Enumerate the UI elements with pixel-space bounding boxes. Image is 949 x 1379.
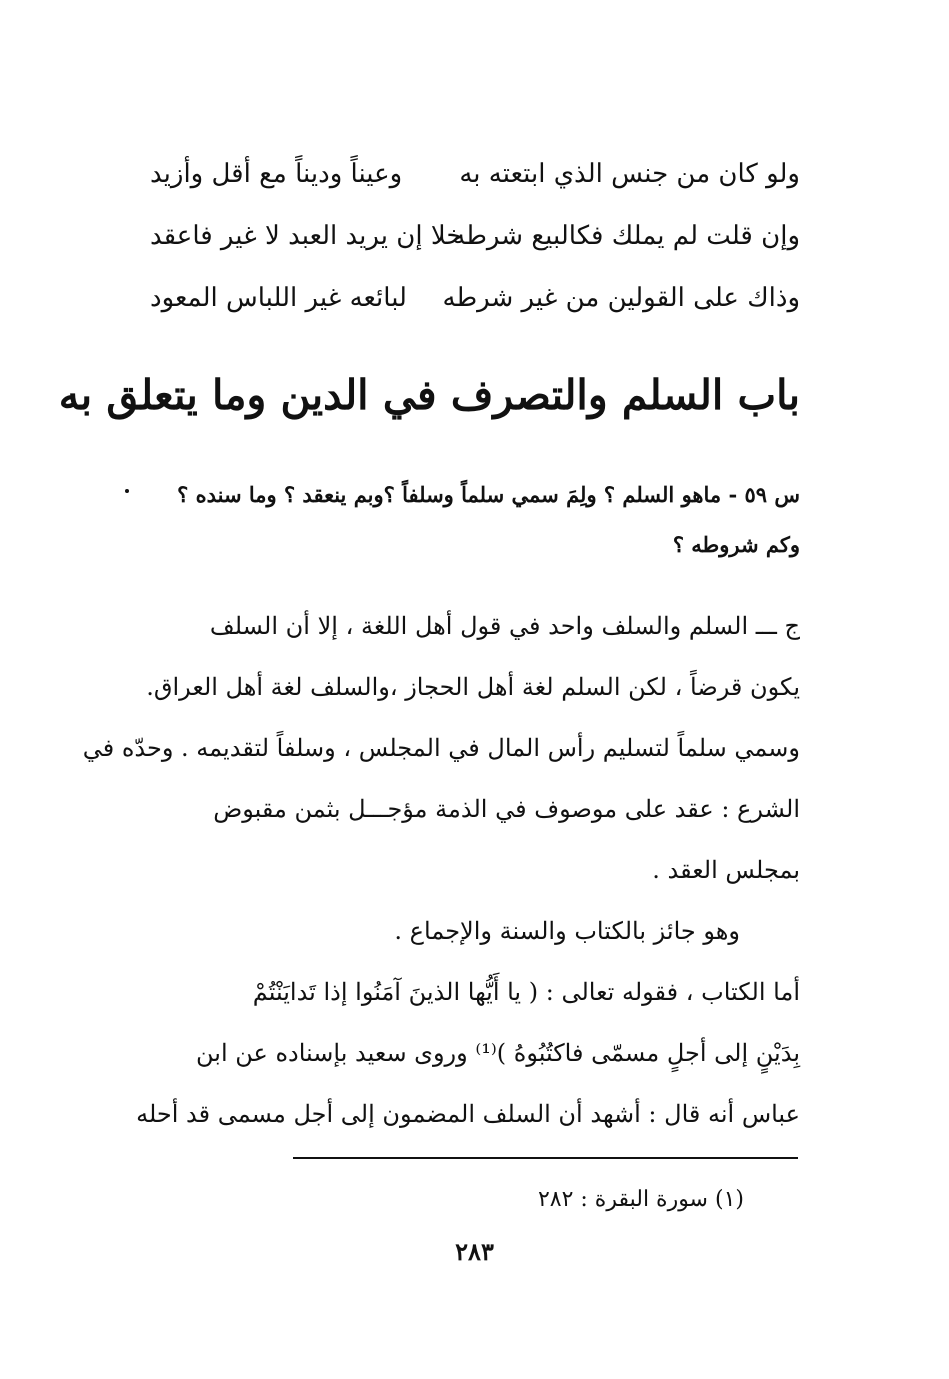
poem-verse [150,148,800,210]
paragraph-line: وهو جائز بالكتاب والسنة والإجماع . [394,917,740,945]
poem-first-hemistich: ولو كان من جنس الذي ابتعته به [459,159,800,189]
scan-speck [125,489,129,493]
paragraph-line: عباس أنه قال : أشهد أن السلف المضمون إلى أجل مسمى قد أحله [136,1100,800,1128]
answer-line: الشرع : عقد على موصوف في الذمة مؤجـــل بثمن مقبوض [213,795,800,823]
answer-line: ج ـــ السلم والسلف واحد في قول أهل اللغة ، إلا أن السلف [209,612,800,640]
poem-verse [150,272,800,334]
answer-line: وسمي سلماً لتسليم رأس المال في المجلس ، وسلفاً لتقديمه . وحدّه في [82,734,800,762]
question-line: وكم شروطه ؟ [672,532,800,557]
poem-first-hemistich: وذاك على القولين من غير شرطه [442,283,800,313]
answer-body [82,596,800,1145]
poem-block [150,148,800,334]
answer-line: يكون قرضاً ، لكن السلم لغة أهل الحجاز ،والسلف لغة أهل العراق. [146,673,800,701]
chapter-title: باب السلم والتصرف في الدين وما يتعلق به [58,371,800,419]
question-block [150,470,800,570]
poem-second-hemistich: لبائعه غير اللباس المعود [150,283,407,313]
poem-verse [150,210,800,272]
footnote: (١) سورة البقرة : ٢٨٢ [537,1187,744,1212]
page-number: ٢٨٣ [455,1237,494,1266]
answer-line: بمجلس العقد . [652,856,800,884]
poem-second-hemistich: خلا إن يريد العبد لا غير فاعقد [150,221,463,251]
poem-second-hemistich: وعيناً وديناً مع أقل وأزيد [150,159,403,189]
poem-first-hemistich: وإن قلت لم يملك فكالبيع شرطه [452,221,800,251]
paragraph-line: أما الكتاب ، فقوله تعالى : ( يا أَيُّها الذينَ آمَنُوا إذا تَدايَنْتُمْ [252,978,800,1006]
question-line: س ٥٩ - ماهو السلم ؟ ولِمَ سمي سلماً وسلفاً ؟وبم ينعقد ؟ وما سنده ؟ [177,482,800,507]
paragraph-line: بِدَيْنٍ إلى أجلٍ مسمّى فاكتُبُوهُ )⁽¹⁾ وروى سعيد بإسناده عن ابن [196,1039,800,1067]
footnote-separator [293,1157,798,1159]
